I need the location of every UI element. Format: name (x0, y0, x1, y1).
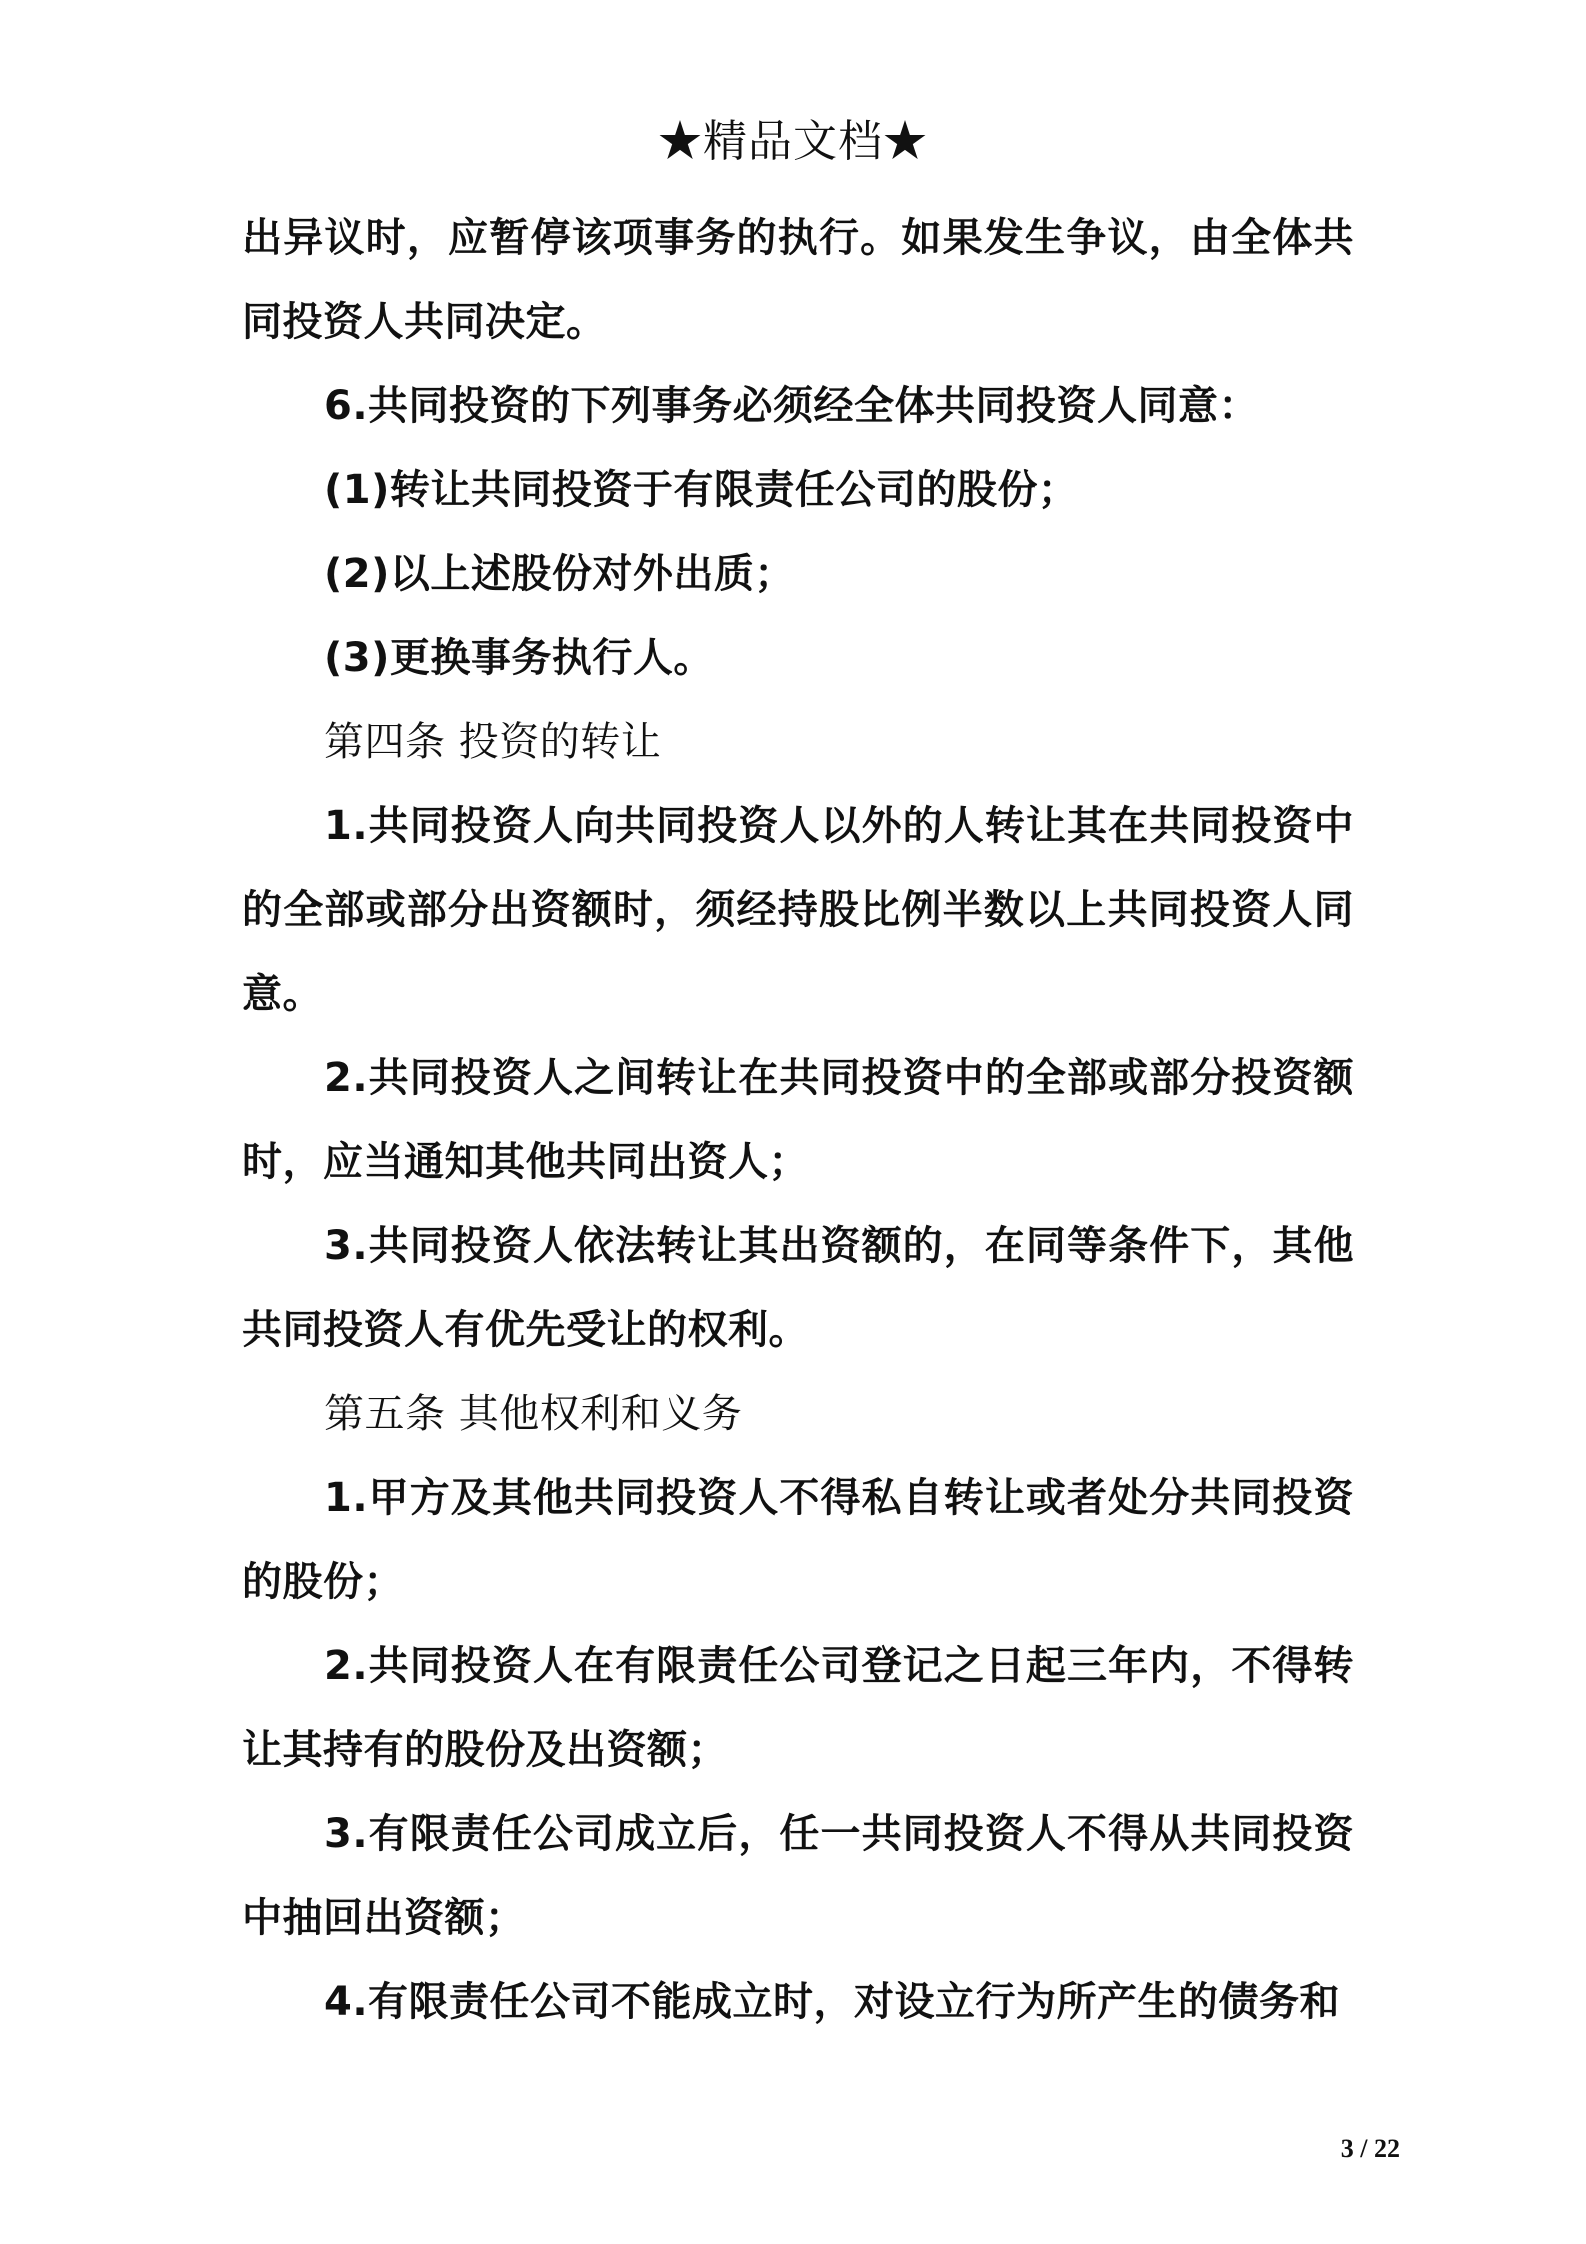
paragraph-item: (3)更换事务执行人。 (324, 635, 714, 681)
paragraph-item: 3.共同投资人依法转让其出资额的，在同等条件下，其他共同投资人有优先受让的权利。 (242, 1223, 1354, 1353)
section-heading: 第四条 投资的转让 (324, 719, 662, 765)
paragraph-item: 4.有限责任公司不能成立时，对设立行为所产生的债务和 (324, 1979, 1341, 2025)
page-number: 3 / 22 (1340, 2134, 1400, 2163)
paragraph-item: 6.共同投资的下列事务必须经全体共同投资人同意： (324, 383, 1260, 429)
paragraph-item: (1)转让共同投资于有限责任公司的股份； (324, 467, 1079, 513)
paragraph-item: 1.共同投资人向共同投资人以外的人转让其在共同投资中的全部或部分出资额时，须经持股比例半数以上共同投资人同意。 (242, 803, 1354, 1017)
paragraph-continued: 出异议时，应暂停该项事务的执行。如果发生争议，由全体共同投资人共同决定。 (242, 215, 1354, 345)
page-header-title: ★精品文档★ (658, 116, 928, 167)
paragraph-item: 2.共同投资人之间转让在共同投资中的全部或部分投资额时，应当通知其他共同出资人； (242, 1055, 1354, 1185)
paragraph-item: (2)以上述股份对外出质； (324, 551, 795, 597)
paragraph-item: 2.共同投资人在有限责任公司登记之日起三年内，不得转让其持有的股份及出资额； (242, 1643, 1354, 1773)
section-heading: 第五条 其他权利和义务 (324, 1391, 743, 1437)
document-body (242, 196, 1354, 2044)
paragraph-item: 3.有限责任公司成立后，任一共同投资人不得从共同投资中抽回出资额； (242, 1811, 1354, 1941)
paragraph-item: 1.甲方及其他共同投资人不得私自转让或者处分共同投资的股份； (242, 1475, 1354, 1605)
